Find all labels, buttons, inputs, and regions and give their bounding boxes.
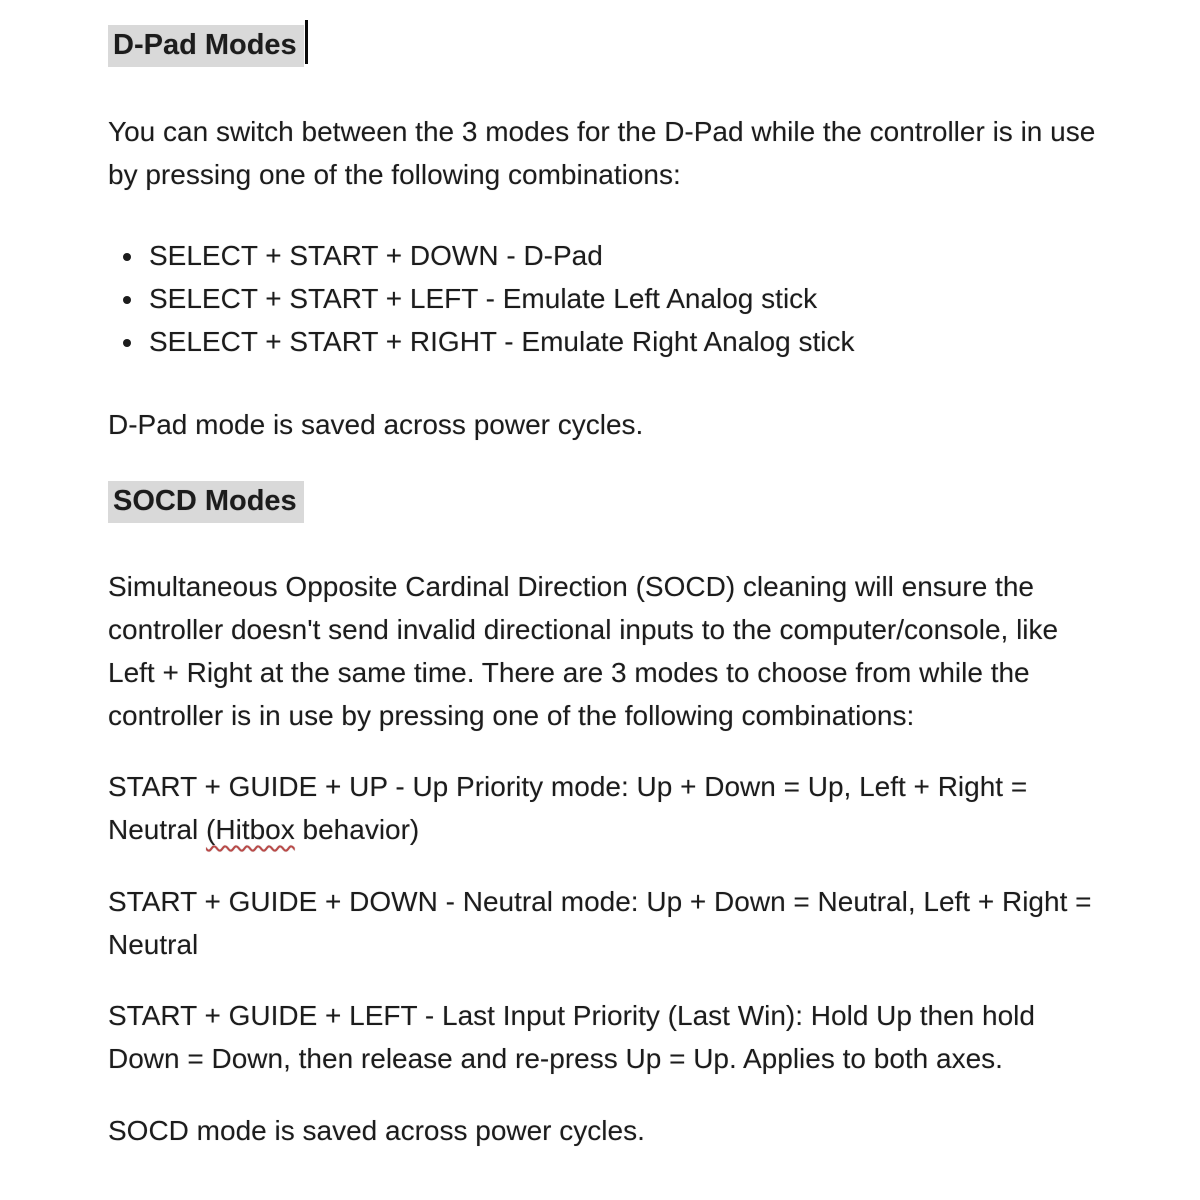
paragraph-socd-neutral: START + GUIDE + DOWN - Neutral mode: Up + Down = Neutral, Left + Right = Neutral	[108, 886, 1092, 960]
section-heading-dpad	[108, 20, 1112, 64]
list-item-dpad-combo: • SELECT + START + LEFT - Emulate Left Analog stick	[146, 277, 1112, 320]
paragraph-socd-saved: SOCD mode is saved across power cycles.	[108, 1115, 645, 1146]
paragraph-socd-lastwin: START + GUIDE + LEFT - Last Input Priority (Last Win): Hold Up then hold Down = Down, then release and re-press Up = Up. Applies to both axes.	[108, 1000, 1035, 1074]
paragraph-dpad-intro: You can switch between the 3 modes for the D-Pad while the controller is in use by pressing one of the following combinations:	[108, 116, 1096, 190]
socd-up-text-post: behavior)	[294, 814, 420, 845]
section-heading-socd	[108, 482, 1112, 520]
spellcheck-flagged-word: (Hitbox	[206, 814, 295, 845]
paragraph-dpad-saved: D-Pad mode is saved across power cycles.	[108, 409, 644, 440]
text-cursor-icon	[305, 20, 308, 64]
list-item-dpad-combo: • SELECT + START + DOWN - D-Pad	[146, 234, 1112, 277]
paragraph-socd-intro: Simultaneous Opposite Cardinal Direction (SOCD) cleaning will ensure the controller doesn't send invalid directional inputs to the computer/console, like Left + Right at the same time. There are 3 modes to choose from while the controller is in use by pressing one of the following combinations:	[108, 571, 1059, 731]
dpad-heading-text: D-Pad Modes	[108, 25, 304, 67]
list-item-dpad-combo: • SELECT + START + RIGHT - Emulate Right Analog stick	[146, 320, 1112, 363]
paragraph-socd-up-priority	[108, 765, 1100, 851]
socd-up-text-pre: START + GUIDE + UP - Up Priority mode: Up + Down = Up, Left + Right = Neutral	[108, 771, 1028, 845]
socd-heading-text: SOCD Modes	[108, 481, 304, 523]
dpad-combo-list	[108, 234, 1112, 363]
